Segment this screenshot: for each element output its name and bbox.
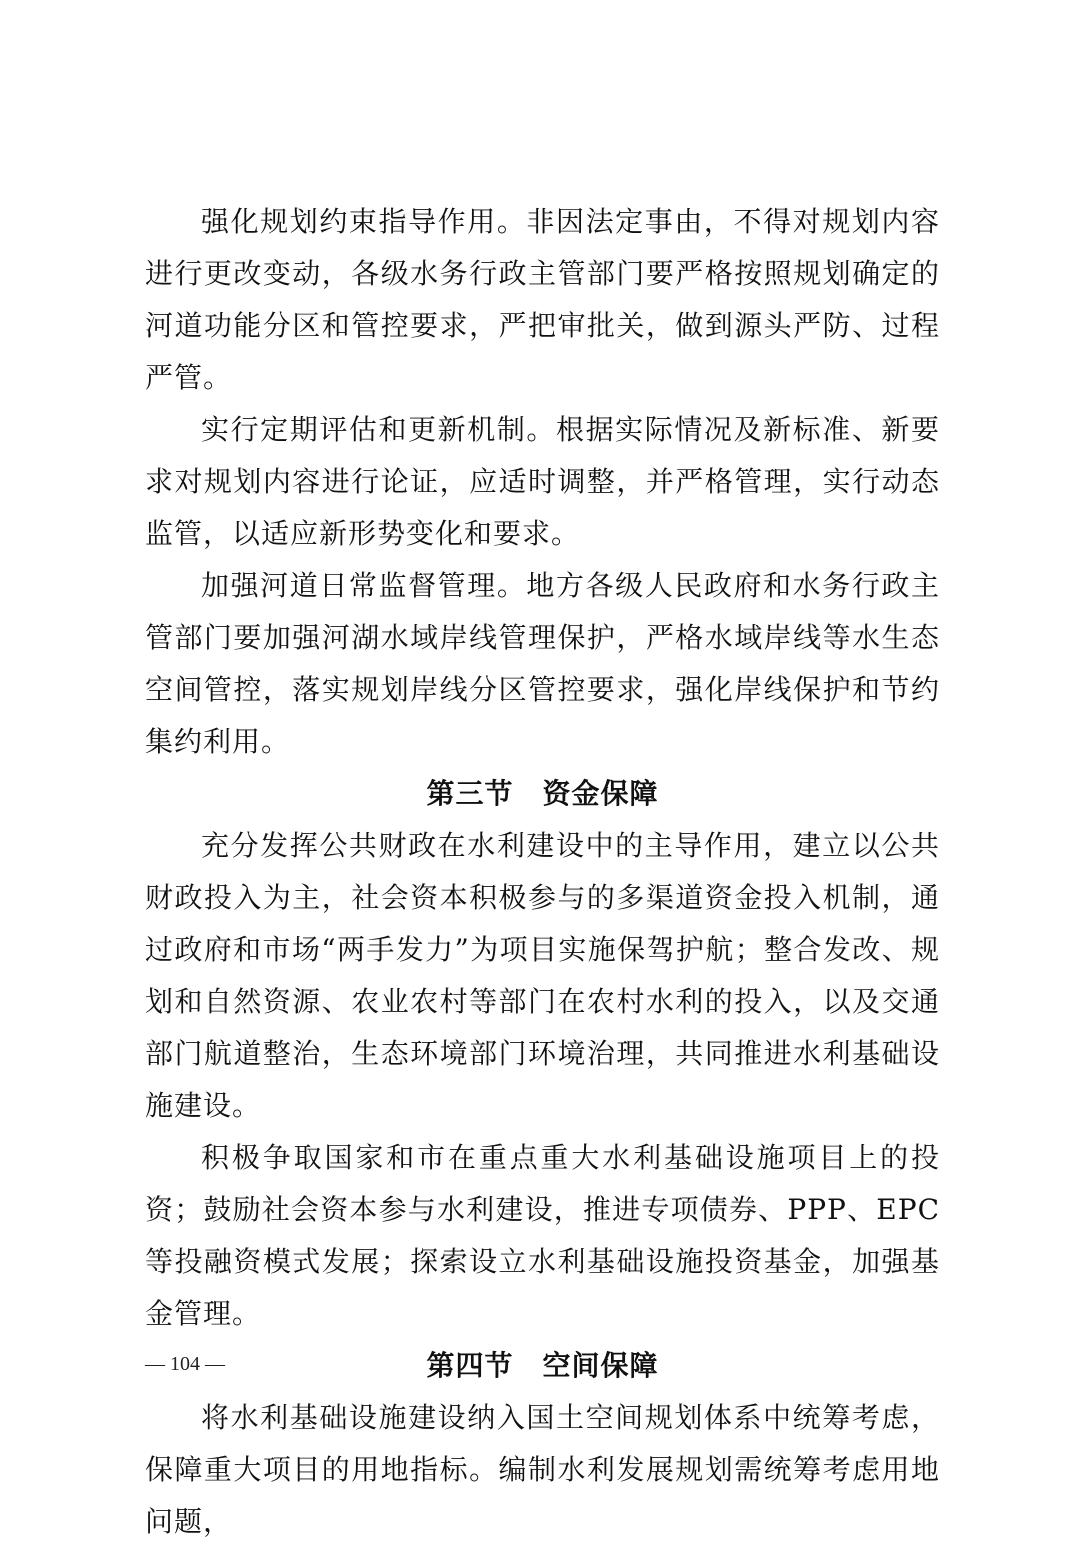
page-body <box>145 196 940 1548</box>
section-heading-funding: 第三节 资金保障 <box>426 777 659 810</box>
paragraph-planning-constraint: 强化规划约束指导作用。非因法定事由，不得对规划内容进行更改变动，各级水务行政主管部门要严格按照规划确定的河道功能分区和管控要求，严把审批关，做到源头严防、过程严管。 <box>145 205 940 394</box>
paragraph-investment: 积极争取国家和市在重点重大水利基础设施项目上的投资；鼓励社会资本参与水利建设，推进专项债券、PPP、EPC 等投融资模式发展；探索设立水利基础设施投资基金，加强基金管理。 <box>145 1141 940 1330</box>
paragraph-land-use: 将水利基础设施建设纳入国土空间规划体系中统筹考虑，保障重大项目的用地指标。编制水利发展规划需统筹考虑用地问题， <box>145 1401 940 1538</box>
paragraph-periodic-evaluation: 实行定期评估和更新机制。根据实际情况及新标准、新要求对规划内容进行论证，应适时调整，并严格管理，实行动态监管，以适应新形势变化和要求。 <box>145 413 940 550</box>
paragraph-river-supervision: 加强河道日常监督管理。地方各级人民政府和水务行政主管部门要加强河湖水域岸线管理保护，严格水域岸线等水生态空间管控，落实规划岸线分区管控要求，强化岸线保护和节约集约利用。 <box>145 569 940 758</box>
section-heading-space: 第四节 空间保障 <box>426 1349 659 1382</box>
paragraph-public-finance: 充分发挥公共财政在水利建设中的主导作用，建立以公共财政投入为主，社会资本积极参与的多渠道资金投入机制，通过政府和市场“两手发力”为项目实施保驾护航；整合发改、规划和自然资源、农业农村等部门在农村水利的投入，以及交通部门航道整治，生态环境部门环境治理，共同推进水利基础设施建设。 <box>145 829 940 1122</box>
page-number: — 104 — <box>145 1353 225 1375</box>
